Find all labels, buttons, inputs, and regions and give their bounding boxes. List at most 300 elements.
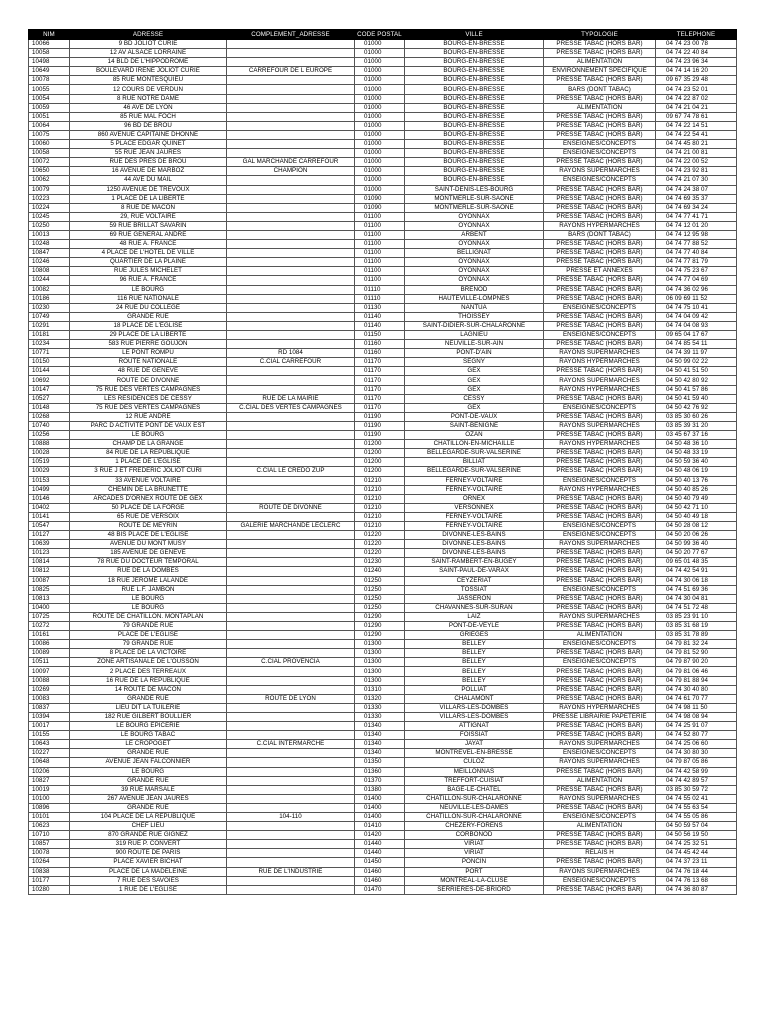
cell-nim: 10400 bbox=[29, 603, 70, 612]
table-row bbox=[29, 840, 737, 849]
cell-typologie: PRESSE TABAC (HORS BAR) bbox=[544, 603, 656, 612]
cell-nim: 10837 bbox=[29, 703, 70, 712]
cell-complement-adresse bbox=[227, 258, 355, 267]
table-row bbox=[29, 622, 737, 631]
cell-telephone: 09 65 04 17 67 bbox=[656, 331, 737, 340]
cell-typologie: PRESSE TABAC (HORS BAR) bbox=[544, 785, 656, 794]
cell-nim: 10087 bbox=[29, 576, 70, 585]
table-row bbox=[29, 576, 737, 585]
table-row bbox=[29, 658, 737, 667]
cell-nim: 10223 bbox=[29, 194, 70, 203]
table-row bbox=[29, 67, 737, 76]
cell-typologie: PRESSE TABAC (HORS BAR) bbox=[544, 40, 656, 49]
cell-ville: BELLEY bbox=[405, 649, 544, 658]
cell-complement-adresse bbox=[227, 312, 355, 321]
cell-adresse: 84 RUE DE LA REPUBLIQUE bbox=[70, 449, 227, 458]
cell-nim: 10147 bbox=[29, 385, 70, 394]
cell-nim: 10814 bbox=[29, 558, 70, 567]
cell-telephone: 04 50 48 33 19 bbox=[656, 449, 737, 458]
cell-complement-adresse bbox=[227, 831, 355, 840]
cell-nim: 10888 bbox=[29, 440, 70, 449]
cell-nim: 10019 bbox=[29, 785, 70, 794]
cell-ville: BELLEY bbox=[405, 667, 544, 676]
table-row bbox=[29, 694, 737, 703]
cell-complement-adresse bbox=[227, 121, 355, 130]
cell-telephone: 04 74 22 87 02 bbox=[656, 94, 737, 103]
cell-adresse: 48 BIS PLACE DE L'EGLISE bbox=[70, 531, 227, 540]
cell-telephone: 04 74 75 10 41 bbox=[656, 303, 737, 312]
cell-complement-adresse bbox=[227, 649, 355, 658]
cell-adresse: 104 PLACE DE LA REPUBLIQUE bbox=[70, 812, 227, 821]
cell-typologie: PRESSE TABAC (HORS BAR) bbox=[544, 258, 656, 267]
cell-code-postal: 01000 bbox=[355, 58, 405, 67]
cell-nim: 10725 bbox=[29, 612, 70, 621]
cell-code-postal: 01190 bbox=[355, 431, 405, 440]
cell-nim: 10812 bbox=[29, 567, 70, 576]
cell-ville: BOURG-EN-BRESSE bbox=[405, 149, 544, 158]
cell-nim: 10643 bbox=[29, 740, 70, 749]
cell-telephone: 03 85 23 91 10 bbox=[656, 612, 737, 621]
cell-typologie: PRESSE TABAC (HORS BAR) bbox=[544, 431, 656, 440]
cell-code-postal: 01000 bbox=[355, 121, 405, 130]
cell-adresse: ROUTE DE MEYRIN bbox=[70, 521, 227, 530]
table-row bbox=[29, 667, 737, 676]
cell-ville: BAGE-LE-CHATEL bbox=[405, 785, 544, 794]
cell-code-postal: 01000 bbox=[355, 176, 405, 185]
cell-code-postal: 01220 bbox=[355, 531, 405, 540]
cell-code-postal: 01100 bbox=[355, 276, 405, 285]
cell-telephone: 04 50 42 76 92 bbox=[656, 403, 737, 412]
cell-telephone: 04 74 42 58 99 bbox=[656, 767, 737, 776]
cell-complement-adresse bbox=[227, 731, 355, 740]
cell-typologie: ENSEIGNES/CONCEPTS bbox=[544, 812, 656, 821]
cell-nim: 10088 bbox=[29, 676, 70, 685]
cell-typologie: PRESSE TABAC (HORS BAR) bbox=[544, 685, 656, 694]
cell-telephone: 04 74 30 04 81 bbox=[656, 594, 737, 603]
cell-ville: TOSSIAT bbox=[405, 585, 544, 594]
cell-code-postal: 01200 bbox=[355, 440, 405, 449]
cell-telephone: 04 50 48 36 10 bbox=[656, 440, 737, 449]
cell-adresse: 65 RUE DE VERSOIX bbox=[70, 512, 227, 521]
cell-nim: 10058 bbox=[29, 49, 70, 58]
cell-ville: FOISSIAT bbox=[405, 731, 544, 740]
cell-telephone: 04 74 42 89 57 bbox=[656, 776, 737, 785]
cell-telephone: 04 50 20 77 67 bbox=[656, 549, 737, 558]
cell-adresse: LE BOURG bbox=[70, 767, 227, 776]
cell-nim: 10650 bbox=[29, 167, 70, 176]
cell-adresse: LIEU DIT LA TUILERIE bbox=[70, 703, 227, 712]
cell-code-postal: 01000 bbox=[355, 94, 405, 103]
cell-telephone: 03 85 31 68 19 bbox=[656, 622, 737, 631]
cell-telephone: 04 74 37 23 11 bbox=[656, 858, 737, 867]
cell-telephone: 06 09 69 11 52 bbox=[656, 294, 737, 303]
cell-typologie: RAYONS HYPERMARCHES bbox=[544, 385, 656, 394]
cell-ville: FERNEY-VOLTAIRE bbox=[405, 512, 544, 521]
cell-typologie: ENSEIGNES/CONCEPTS bbox=[544, 176, 656, 185]
cell-adresse: 14 ROUTE DE MACON bbox=[70, 685, 227, 694]
cell-nim: 10402 bbox=[29, 503, 70, 512]
cell-nim: 10256 bbox=[29, 431, 70, 440]
cell-nim: 10648 bbox=[29, 758, 70, 767]
cell-telephone: 04 74 24 38 07 bbox=[656, 185, 737, 194]
cell-typologie: RAYONS SUPERMARCHES bbox=[544, 167, 656, 176]
cell-adresse: CHAMP DE LA GRANGE bbox=[70, 440, 227, 449]
cell-adresse: 78 RUE DU DOCTEUR TEMPORAL bbox=[70, 558, 227, 567]
cell-typologie: RAYONS HYPERMARCHES bbox=[544, 703, 656, 712]
cell-adresse: GRANDE RUE bbox=[70, 694, 227, 703]
cell-code-postal: 01240 bbox=[355, 567, 405, 576]
cell-ville: POLLIAT bbox=[405, 685, 544, 694]
cell-nim: 10623 bbox=[29, 822, 70, 831]
cell-adresse: 12 RUE ANDRE bbox=[70, 412, 227, 421]
cell-typologie: PRESSE TABAC (HORS BAR) bbox=[544, 240, 656, 249]
cell-nim: 10244 bbox=[29, 276, 70, 285]
cell-complement-adresse: RD 1084 bbox=[227, 349, 355, 358]
cell-complement-adresse bbox=[227, 567, 355, 576]
cell-telephone: 04 74 30 06 18 bbox=[656, 576, 737, 585]
table-row bbox=[29, 112, 737, 121]
cell-code-postal: 01340 bbox=[355, 722, 405, 731]
cell-complement-adresse bbox=[227, 103, 355, 112]
table-row bbox=[29, 394, 737, 403]
table-row bbox=[29, 631, 737, 640]
cell-code-postal: 01460 bbox=[355, 867, 405, 876]
cell-telephone: 04 74 69 35 37 bbox=[656, 194, 737, 203]
cell-adresse: 860 AVENUE CAPITAINE DHONNE bbox=[70, 130, 227, 139]
cell-ville: VILLARS-LES-DOMBES bbox=[405, 703, 544, 712]
cell-adresse: 1250 AVENUE DE TREVOUX bbox=[70, 185, 227, 194]
cell-code-postal: 01000 bbox=[355, 140, 405, 149]
cell-complement-adresse bbox=[227, 40, 355, 49]
cell-nim: 10246 bbox=[29, 258, 70, 267]
cell-ville: BOURG-EN-BRESSE bbox=[405, 167, 544, 176]
cell-typologie: RAYONS SUPERMARCHES bbox=[544, 421, 656, 430]
cell-nim: 10896 bbox=[29, 803, 70, 812]
cell-adresse: 1 RUE DE L'EGLISE bbox=[70, 885, 227, 894]
cell-ville: BOURG-EN-BRESSE bbox=[405, 58, 544, 67]
cell-telephone: 04 74 76 18 44 bbox=[656, 867, 737, 876]
cell-adresse: ROUTE DE CHATILLON. MONTAPLAN bbox=[70, 612, 227, 621]
cell-typologie: PRESSE TABAC (HORS BAR) bbox=[544, 858, 656, 867]
table-row bbox=[29, 249, 737, 258]
cell-ville: SAINT-BENIGNE bbox=[405, 421, 544, 430]
cell-nim: 10177 bbox=[29, 876, 70, 885]
cell-nim: 10028 bbox=[29, 449, 70, 458]
cell-code-postal: 01100 bbox=[355, 230, 405, 239]
cell-ville: VIRIAT bbox=[405, 849, 544, 858]
cell-ville: BOURG-EN-BRESSE bbox=[405, 49, 544, 58]
table-row bbox=[29, 722, 737, 731]
cell-complement-adresse bbox=[227, 631, 355, 640]
table-row bbox=[29, 822, 737, 831]
cell-complement-adresse bbox=[227, 722, 355, 731]
table-row bbox=[29, 331, 737, 340]
table-row bbox=[29, 731, 737, 740]
cell-nim: 10847 bbox=[29, 249, 70, 258]
cell-adresse: 267 AVENUE JEAN JAURES bbox=[70, 794, 227, 803]
cell-typologie: PRESSE TABAC (HORS BAR) bbox=[544, 667, 656, 676]
cell-ville: BOURG-EN-BRESSE bbox=[405, 103, 544, 112]
cell-adresse: 3 RUE J ET FREDERIC JOLIOT CURI bbox=[70, 467, 227, 476]
cell-complement-adresse bbox=[227, 130, 355, 139]
cell-telephone: 09 67 74 78 61 bbox=[656, 112, 737, 121]
cell-code-postal: 01100 bbox=[355, 258, 405, 267]
cell-code-postal: 01440 bbox=[355, 840, 405, 849]
cell-typologie: PRESSE TABAC (HORS BAR) bbox=[544, 549, 656, 558]
cell-nim: 10825 bbox=[29, 585, 70, 594]
cell-complement-adresse bbox=[227, 558, 355, 567]
cell-telephone: 04 74 04 09 42 bbox=[656, 312, 737, 321]
cell-code-postal: 01210 bbox=[355, 521, 405, 530]
cell-complement-adresse bbox=[227, 776, 355, 785]
cell-adresse: 8 RUE DE MACON bbox=[70, 203, 227, 212]
table-row bbox=[29, 531, 737, 540]
cell-typologie: ENSEIGNES/CONCEPTS bbox=[544, 749, 656, 758]
cell-nim: 10857 bbox=[29, 840, 70, 849]
cell-code-postal: 01370 bbox=[355, 776, 405, 785]
table-row bbox=[29, 194, 737, 203]
cell-code-postal: 01250 bbox=[355, 576, 405, 585]
cell-code-postal: 01300 bbox=[355, 676, 405, 685]
cell-typologie: RAYONS SUPERMARCHES bbox=[544, 740, 656, 749]
cell-typologie: ENSEIGNES/CONCEPTS bbox=[544, 403, 656, 412]
table-row bbox=[29, 321, 737, 330]
cell-telephone: 04 74 75 23 67 bbox=[656, 267, 737, 276]
cell-code-postal: 01290 bbox=[355, 631, 405, 640]
cell-telephone: 04 50 40 49 18 bbox=[656, 512, 737, 521]
table-row bbox=[29, 412, 737, 421]
header-code-postal: CODE POSTAL bbox=[355, 30, 405, 40]
cell-nim: 10264 bbox=[29, 858, 70, 867]
cell-telephone: 03 85 30 60 26 bbox=[656, 412, 737, 421]
cell-nim: 10153 bbox=[29, 476, 70, 485]
cell-code-postal: 01300 bbox=[355, 658, 405, 667]
cell-telephone: 09 67 35 29 48 bbox=[656, 76, 737, 85]
cell-ville: GEX bbox=[405, 376, 544, 385]
cell-telephone: 04 50 41 59 40 bbox=[656, 394, 737, 403]
table-row bbox=[29, 785, 737, 794]
cell-nim: 10206 bbox=[29, 767, 70, 776]
cell-complement-adresse bbox=[227, 585, 355, 594]
cell-code-postal: 01440 bbox=[355, 849, 405, 858]
cell-adresse: 8 RUE NOTRE DAME bbox=[70, 94, 227, 103]
cell-code-postal: 01200 bbox=[355, 458, 405, 467]
cell-adresse: LE BOURG bbox=[70, 603, 227, 612]
cell-code-postal: 01100 bbox=[355, 212, 405, 221]
table-row bbox=[29, 540, 737, 549]
cell-nim: 10813 bbox=[29, 594, 70, 603]
cell-complement-adresse bbox=[227, 440, 355, 449]
table-row bbox=[29, 440, 737, 449]
cell-adresse: CHEF LIEU bbox=[70, 822, 227, 831]
cell-telephone: 04 74 23 00 78 bbox=[656, 40, 737, 49]
cell-ville: MONTREAL-LA-CLUSE bbox=[405, 876, 544, 885]
cell-ville: FERNEY-VOLTAIRE bbox=[405, 485, 544, 494]
cell-typologie: PRESSE TABAC (HORS BAR) bbox=[544, 130, 656, 139]
cell-typologie: PRESSE TABAC (HORS BAR) bbox=[544, 722, 656, 731]
cell-complement-adresse bbox=[227, 449, 355, 458]
cell-code-postal: 01250 bbox=[355, 594, 405, 603]
cell-ville: OZAN bbox=[405, 431, 544, 440]
table-row bbox=[29, 449, 737, 458]
cell-code-postal: 01190 bbox=[355, 421, 405, 430]
cell-typologie: PRESSE TABAC (HORS BAR) bbox=[544, 840, 656, 849]
cell-telephone: 04 74 39 11 97 bbox=[656, 349, 737, 358]
cell-adresse: 24 RUE DU COLLEGE bbox=[70, 303, 227, 312]
cell-complement-adresse bbox=[227, 494, 355, 503]
cell-adresse: 8 PLACE DE LA VICTOIRE bbox=[70, 649, 227, 658]
cell-ville: SEGNY bbox=[405, 358, 544, 367]
table-row bbox=[29, 303, 737, 312]
cell-complement-adresse: C.CIAL DES VERTES CAMPAGNES bbox=[227, 403, 355, 412]
cell-telephone: 04 50 20 06 26 bbox=[656, 531, 737, 540]
cell-code-postal: 01340 bbox=[355, 749, 405, 758]
cell-code-postal: 01210 bbox=[355, 503, 405, 512]
table-row bbox=[29, 403, 737, 412]
cell-nim: 10054 bbox=[29, 94, 70, 103]
cell-nim: 10082 bbox=[29, 285, 70, 294]
cell-complement-adresse bbox=[227, 112, 355, 121]
cell-code-postal: 01170 bbox=[355, 385, 405, 394]
cell-code-postal: 01100 bbox=[355, 267, 405, 276]
cell-typologie: ALIMENTATION bbox=[544, 631, 656, 640]
cell-nim: 10186 bbox=[29, 294, 70, 303]
cell-code-postal: 01170 bbox=[355, 358, 405, 367]
cell-telephone: 04 74 45 80 21 bbox=[656, 140, 737, 149]
cell-ville: BOURG-EN-BRESSE bbox=[405, 176, 544, 185]
cell-telephone: 04 74 55 63 54 bbox=[656, 803, 737, 812]
table-row bbox=[29, 585, 737, 594]
cell-typologie: RAYONS HYPERMARCHES bbox=[544, 221, 656, 230]
cell-nim: 10078 bbox=[29, 849, 70, 858]
cell-typologie: ENSEIGNES/CONCEPTS bbox=[544, 640, 656, 649]
cell-telephone: 04 79 81 52 90 bbox=[656, 649, 737, 658]
cell-typologie: RAYONS SUPERMARCHES bbox=[544, 349, 656, 358]
cell-nim: 10394 bbox=[29, 712, 70, 721]
cell-complement-adresse: C.CIAL LE CREDO ZUP bbox=[227, 467, 355, 476]
cell-ville: MONTMERLE-SUR-SAONE bbox=[405, 203, 544, 212]
cell-complement-adresse bbox=[227, 94, 355, 103]
cell-ville: OYONNAX bbox=[405, 212, 544, 221]
cell-telephone: 04 74 21 04 21 bbox=[656, 103, 737, 112]
cell-nim: 10230 bbox=[29, 303, 70, 312]
cell-nim: 10498 bbox=[29, 58, 70, 67]
cell-telephone: 04 74 76 13 68 bbox=[656, 876, 737, 885]
cell-nim: 10291 bbox=[29, 321, 70, 330]
cell-ville: OYONNAX bbox=[405, 258, 544, 267]
cell-adresse: LE PONT ROMPU bbox=[70, 349, 227, 358]
cell-adresse: 96 BD DE BROU bbox=[70, 121, 227, 130]
cell-nim: 10078 bbox=[29, 76, 70, 85]
cell-complement-adresse bbox=[227, 849, 355, 858]
cell-nim: 10144 bbox=[29, 367, 70, 376]
cell-code-postal: 01330 bbox=[355, 703, 405, 712]
cell-typologie: PRESSE TABAC (HORS BAR) bbox=[544, 312, 656, 321]
cell-typologie: PRESSE ET ANNEXES bbox=[544, 267, 656, 276]
cell-code-postal: 01140 bbox=[355, 312, 405, 321]
table-row bbox=[29, 203, 737, 212]
cell-nim: 10268 bbox=[29, 412, 70, 421]
cell-adresse: 33 AVENUE VOLTAIRE bbox=[70, 476, 227, 485]
cell-typologie: PRESSE TABAC (HORS BAR) bbox=[544, 676, 656, 685]
cell-typologie: PRESSE TABAC (HORS BAR) bbox=[544, 94, 656, 103]
cell-code-postal: 01110 bbox=[355, 294, 405, 303]
cell-complement-adresse bbox=[227, 85, 355, 94]
cell-ville: CULOZ bbox=[405, 758, 544, 767]
cell-typologie: ALIMENTATION bbox=[544, 58, 656, 67]
cell-nim: 10827 bbox=[29, 776, 70, 785]
table-row bbox=[29, 503, 737, 512]
cell-telephone: 04 74 36 02 96 bbox=[656, 285, 737, 294]
cell-adresse: 39 RUE MARSALE bbox=[70, 785, 227, 794]
cell-ville: MEILLONNAS bbox=[405, 767, 544, 776]
cell-telephone: 04 50 59 57 04 bbox=[656, 822, 737, 831]
table-row bbox=[29, 431, 737, 440]
cell-ville: LAIZ bbox=[405, 612, 544, 621]
cell-ville: SAINT-RAMBERT-EN-BUGEY bbox=[405, 558, 544, 567]
table-row bbox=[29, 767, 737, 776]
cell-telephone: 04 74 22 40 84 bbox=[656, 49, 737, 58]
cell-nim: 10075 bbox=[29, 130, 70, 139]
cell-ville: NEUVILLE-LES-DAMES bbox=[405, 803, 544, 812]
cell-telephone: 04 74 25 32 51 bbox=[656, 840, 737, 849]
cell-nim: 10089 bbox=[29, 649, 70, 658]
cell-typologie: ENSEIGNES/CONCEPTS bbox=[544, 303, 656, 312]
cell-complement-adresse bbox=[227, 549, 355, 558]
table-row bbox=[29, 676, 737, 685]
cell-typologie: PRESSE TABAC (HORS BAR) bbox=[544, 285, 656, 294]
cell-ville: SAINT-PAUL-DE-VARAX bbox=[405, 567, 544, 576]
cell-ville: VIRIAT bbox=[405, 840, 544, 849]
cell-adresse: GRANDE RUE bbox=[70, 312, 227, 321]
cell-typologie: ENSEIGNES/CONCEPTS bbox=[544, 331, 656, 340]
cell-telephone: 04 74 23 96 34 bbox=[656, 58, 737, 67]
cell-ville: DIVONNE-LES-BAINS bbox=[405, 531, 544, 540]
table-row bbox=[29, 831, 737, 840]
cell-complement-adresse bbox=[227, 221, 355, 230]
table-row bbox=[29, 803, 737, 812]
table-row bbox=[29, 158, 737, 167]
cell-adresse: 48 RUE A. FRANCE bbox=[70, 240, 227, 249]
cell-adresse: 1 PLACE DE L'EGLISE bbox=[70, 458, 227, 467]
cell-ville: BELLEY bbox=[405, 640, 544, 649]
cell-nim: 10155 bbox=[29, 731, 70, 740]
cell-telephone: 04 50 99 02 22 bbox=[656, 358, 737, 367]
cell-nim: 10224 bbox=[29, 203, 70, 212]
cell-nim: 10272 bbox=[29, 622, 70, 631]
table-row bbox=[29, 212, 737, 221]
table-row bbox=[29, 494, 737, 503]
cell-ville: CHATILLON-EN-MICHAILLE bbox=[405, 440, 544, 449]
cell-telephone: 04 74 55 02 41 bbox=[656, 794, 737, 803]
cell-adresse: 79 GRANDE RUE bbox=[70, 622, 227, 631]
table-row bbox=[29, 85, 737, 94]
cell-nim: 10086 bbox=[29, 640, 70, 649]
cell-nim: 10013 bbox=[29, 230, 70, 239]
cell-complement-adresse bbox=[227, 240, 355, 249]
cell-ville: BOURG-EN-BRESSE bbox=[405, 85, 544, 94]
cell-ville: BOURG-EN-BRESSE bbox=[405, 76, 544, 85]
cell-code-postal: 01310 bbox=[355, 685, 405, 694]
table-row bbox=[29, 276, 737, 285]
cell-typologie: ENSEIGNES/CONCEPTS bbox=[544, 585, 656, 594]
cell-nim: 10072 bbox=[29, 158, 70, 167]
cell-code-postal: 01100 bbox=[355, 240, 405, 249]
cell-adresse: LE BOURG TABAC bbox=[70, 731, 227, 740]
cell-adresse: 900 ROUTE DE PARIS bbox=[70, 849, 227, 858]
cell-ville: ATTIGNAT bbox=[405, 722, 544, 731]
cell-complement-adresse bbox=[227, 58, 355, 67]
